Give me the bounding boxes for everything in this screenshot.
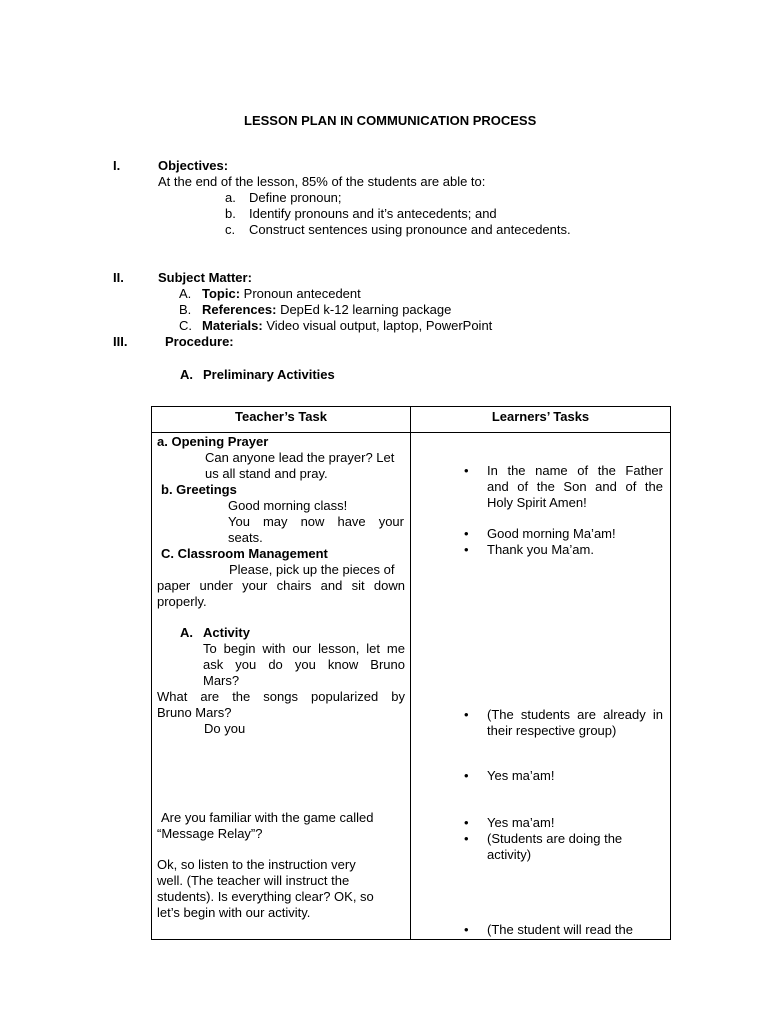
header-divider bbox=[152, 432, 670, 433]
objective-item: Define pronoun; bbox=[249, 190, 342, 205]
teacher-text: students). Is everything clear? OK, so bbox=[157, 889, 374, 904]
objective-item: Identify pronouns and it’s antecedents; and bbox=[249, 206, 497, 221]
teacher-text: Can anyone lead the prayer? Let bbox=[205, 450, 395, 465]
activity-heading: Activity bbox=[203, 625, 250, 640]
section-numeral-procedure: III. bbox=[113, 334, 128, 349]
preliminary-activities-heading: Preliminary Activities bbox=[203, 367, 335, 382]
teacher-text: Ok, so listen to the instruction very bbox=[157, 857, 356, 872]
learner-response: • Thank you Ma’am. bbox=[487, 542, 594, 558]
procedure-sub-marker: A. bbox=[180, 367, 193, 382]
activities-table bbox=[151, 406, 671, 940]
learner-response: their respective group) bbox=[487, 723, 617, 738]
teacher-text: ask you do you know Bruno bbox=[203, 657, 405, 672]
teacher-text: Are you familiar with the game called bbox=[161, 810, 374, 825]
subject-value: Pronoun antecedent bbox=[243, 286, 361, 301]
section-numeral-objectives: I. bbox=[113, 158, 121, 173]
objectives-intro: At the end of the lesson, 85% of the students are able to: bbox=[158, 174, 486, 189]
subject-label: Materials: bbox=[202, 318, 263, 333]
classroom-management-heading: C. Classroom Management bbox=[161, 546, 328, 561]
subject-value: DepEd k-12 learning package bbox=[280, 302, 452, 317]
teacher-text: You may now have your bbox=[228, 514, 404, 529]
subject-label: References: bbox=[202, 302, 277, 317]
subject-matter-heading: Subject Matter: bbox=[158, 270, 252, 285]
objective-marker: a. bbox=[225, 190, 236, 205]
learner-response: • (The student will read the bbox=[487, 922, 633, 938]
teacher-text: us all stand and pray. bbox=[205, 466, 328, 481]
subject-item-materials bbox=[202, 318, 492, 334]
teacher-text: Mars? bbox=[203, 673, 240, 688]
learner-response: • Yes ma’am! bbox=[487, 815, 554, 831]
learner-response: • (The students are already in bbox=[487, 707, 663, 723]
learner-response: Holy Spirit Amen! bbox=[487, 495, 587, 510]
objective-marker: c. bbox=[225, 222, 236, 237]
teacher-text: properly. bbox=[157, 594, 207, 609]
opening-prayer-heading: a. Opening Prayer bbox=[157, 434, 269, 449]
section-numeral-subject: II. bbox=[113, 270, 124, 285]
learner-response: • Good morning Ma’am! bbox=[487, 526, 616, 542]
objective-item: Construct sentences using pronounce and antecedents. bbox=[249, 222, 571, 237]
subject-item-references bbox=[202, 302, 451, 318]
subject-item-topic bbox=[202, 286, 361, 302]
column-divider bbox=[410, 407, 411, 939]
teacher-text: Please, pick up the pieces of bbox=[229, 562, 395, 577]
procedure-heading: Procedure: bbox=[165, 334, 234, 349]
subject-marker: C. bbox=[179, 318, 192, 333]
activity-marker: A. bbox=[180, 625, 193, 640]
objective-marker: b. bbox=[225, 206, 236, 221]
learner-response: • In the name of the Father bbox=[487, 463, 663, 479]
subject-marker: A. bbox=[179, 286, 192, 301]
subject-value: Video visual output, laptop, PowerPoint bbox=[266, 318, 493, 333]
teacher-text: Do you bbox=[204, 721, 246, 736]
teacher-text: Bruno Mars? bbox=[157, 705, 232, 720]
objectives-heading: Objectives: bbox=[158, 158, 229, 173]
teacher-text: paper under your chairs and sit down bbox=[157, 578, 405, 593]
page-title: LESSON PLAN IN COMMUNICATION PROCESS bbox=[244, 113, 537, 128]
greetings-heading: b. Greetings bbox=[161, 482, 237, 497]
header-teacher-task: Teacher’s Task bbox=[234, 409, 327, 424]
teacher-text: Good morning class! bbox=[228, 498, 348, 513]
teacher-text: “Message Relay”? bbox=[157, 826, 263, 841]
teacher-text: seats. bbox=[228, 530, 263, 545]
teacher-text: well. (The teacher will instruct the bbox=[157, 873, 350, 888]
learner-response: • (Students are doing the bbox=[487, 831, 622, 847]
learner-response: activity) bbox=[487, 847, 532, 862]
teacher-text: To begin with our lesson, let me bbox=[203, 641, 405, 656]
subject-marker: B. bbox=[179, 302, 192, 317]
learner-response: and of the Son and of the bbox=[487, 479, 663, 494]
teacher-text: What are the songs popularized by bbox=[157, 689, 405, 704]
teacher-text: let’s begin with our activity. bbox=[157, 905, 311, 920]
learner-response: • Yes ma’am! bbox=[487, 768, 554, 784]
subject-label: Topic: bbox=[202, 286, 241, 301]
header-learners-tasks: Learners’ Tasks bbox=[491, 409, 590, 424]
